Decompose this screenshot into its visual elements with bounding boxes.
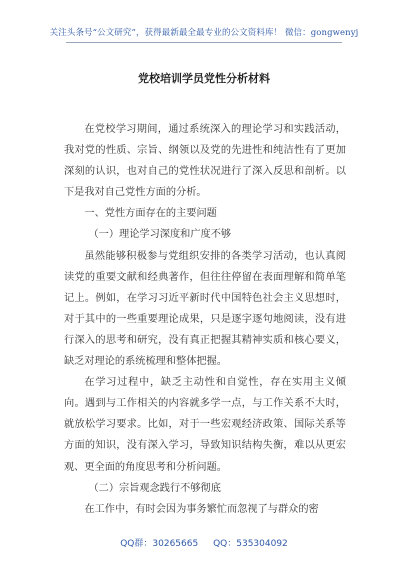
- header-divider: [66, 42, 342, 43]
- footer-qq: QQ：535304092: [213, 539, 288, 549]
- footer-qq-group: QQ群：30265665: [120, 539, 199, 549]
- paragraph-2: 在学习过程中，缺乏主动性和自觉性，存在实用主义倾向。遇到与工作相关的内容就多学一点，与工作关系不大时，就放松学习要求。比如，对于一些宏观经济政策、国际关系等方面的知识，没有深入学习，导致知识结构失衡，难以从更宏观、更全面的角度思考和分析问题。: [64, 377, 346, 473]
- document-title: 党校培训学员党性分析材料: [138, 72, 270, 85]
- sub-heading-2: （二）宗旨观念践行不够彻底: [88, 482, 221, 494]
- header-note: 关注头条号“公文研究”，获得最新最全最专业的公文资料库！ 微信：gongwenyj: [49, 28, 359, 38]
- sub-heading-1: （一）理论学习深度和广度不够: [88, 229, 232, 241]
- section-heading-1: 一、党性方面存在的主要问题: [84, 208, 217, 220]
- paragraph-1: 虽然能够积极参与党组织安排的各类学习活动，也认真阅读党的重要文献和经典著作，但往往停留在表面理解和简单笔记上。例如，在学习习近平新时代中国特色社会主义思想时，对于其中的一些重要理论成果，只是逐字逐句地阅读，没有进行深入的思考和研究，没有真正把握其精神实质和核心要义，缺乏对理论的系统梳理和整体把握。: [64, 250, 346, 368]
- paragraph-3: 在工作中，有时会因为事务繁忙而忽视了与群众的密: [84, 503, 319, 515]
- document-body: [64, 119, 346, 520]
- footer-contact: [0, 536, 408, 549]
- intro-paragraph: 在党校学习期间，通过系统深入的理论学习和实践活动，我对党的性质、宗旨、纲领以及党的先进性和纯洁性有了更加深刻的认识，也对自己的党性状况进行了深入反思和剖析。以下是我对自己党性方面的分析。: [64, 124, 346, 199]
